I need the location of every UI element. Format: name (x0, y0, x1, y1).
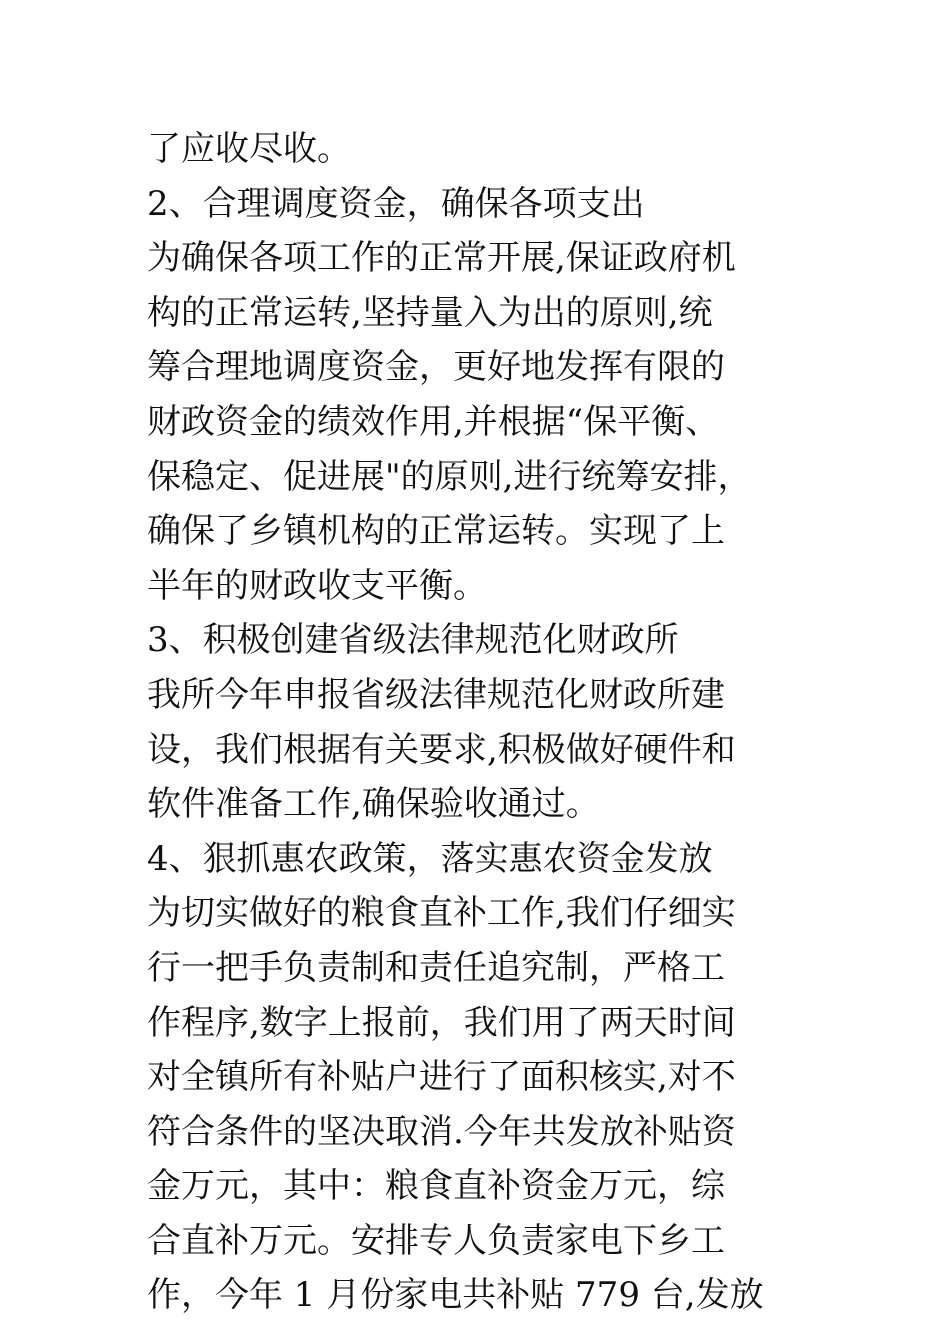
section-heading: 3、积极创建省级法律规范化财政所 (147, 620, 679, 661)
text-line: 为确保各项工作的正常开展,保证政府机 (147, 238, 736, 279)
text-line: 符合条件的坚决取消.今年共发放补贴资 (147, 1111, 736, 1152)
text-line: 保稳定、促进展"的原则,进行统筹安排， (147, 456, 752, 497)
text-line: 筹合理地调度资金，更好地发挥有限的 (147, 347, 725, 388)
text-line: 财政资金的绩效作用,并根据“保平衡、 (147, 401, 720, 442)
text-line: 合直补万元。安排专人负责家电下乡工 (147, 1220, 725, 1261)
section-heading: 2、合理调度资金，确保各项支出 (147, 183, 645, 224)
text-line: 构的正常运转,坚持量入为出的原则,统 (147, 292, 713, 333)
text-line: 对全镇所有补贴户进行了面积核实,对不 (147, 1057, 736, 1098)
text-line: 作程序,数字上报前，我们用了两天时间 (147, 1002, 736, 1043)
text-line: 设，我们根据有关要求,积极做好硬件和 (147, 729, 736, 770)
text-line: 软件准备工作,确保验收通过。 (147, 784, 600, 825)
text-line: 为切实做好的粮食直补工作,我们仔细实 (147, 893, 736, 934)
text-line: 确保了乡镇机构的正常运转。实现了上 (147, 511, 725, 552)
text-line: 了应收尽收。 (147, 129, 351, 169)
document-body (147, 122, 827, 1323)
text-line: 金万元，其中：粮食直补资金万元，综 (147, 1166, 725, 1207)
text-line: 行一把手负责制和责任追究制，严格工 (147, 947, 725, 988)
section-heading: 4、狠抓惠农政策，落实惠农资金发放 (147, 838, 713, 879)
text-line: 我所今年申报省级法律规范化财政所建 (147, 674, 725, 715)
text-line: 半年的财政收支平衡。 (147, 565, 487, 606)
text-line: 作，今年 1 月份家电共补贴 779 台,发放 (147, 1275, 764, 1316)
